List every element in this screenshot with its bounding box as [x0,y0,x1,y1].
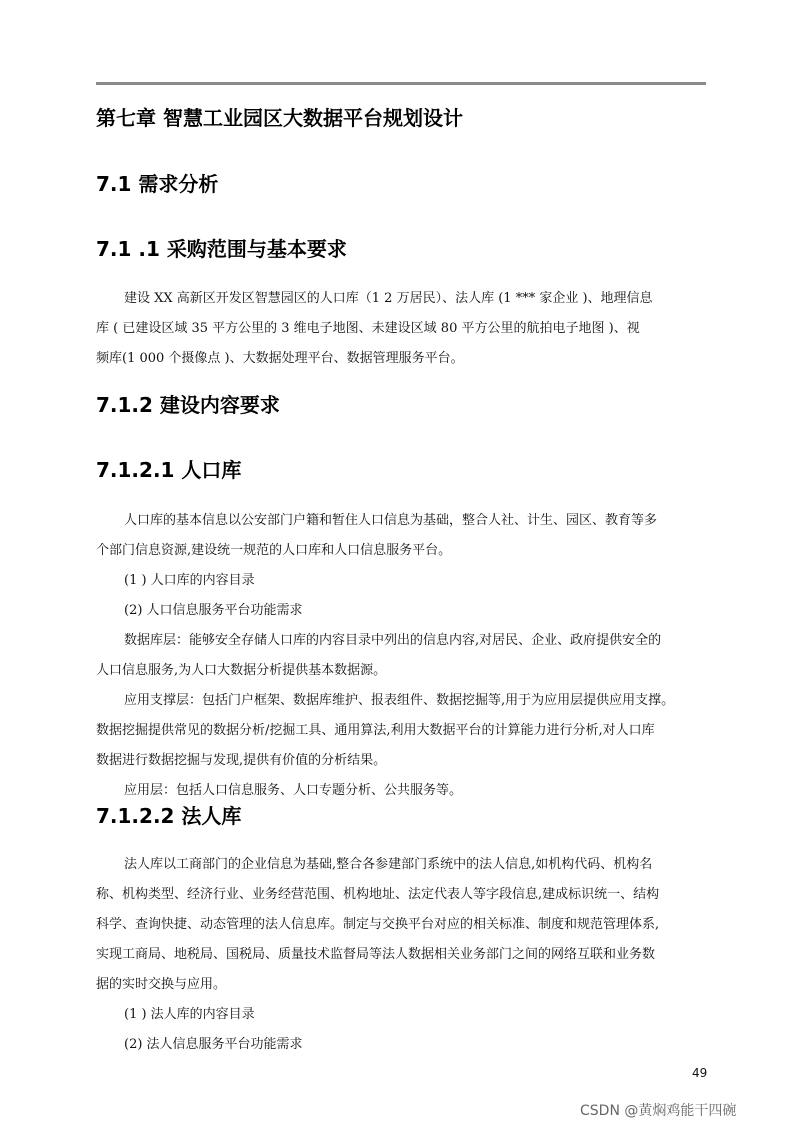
section-heading-7-1-2: 7.1.2 建设内容要求 [96,393,280,417]
paragraph-population-db [96,506,708,806]
text-line: 称、机构类型、经济行业、业务经营范围、机构地址、法定代表人等字段信息,建成标识统一、结构 [96,887,660,902]
text-line: 个部门信息资源,建设统一规范的人口库和人口信息服务平台。 [96,543,452,558]
text-line: 人口库的基本信息以公安部门户籍和暂住人口信息为基础，整合人社、计生、园区、教育等多 [124,513,658,528]
list-item: (1 ) 人口库的内容目录 [124,573,255,588]
text-line: 频库(1 000 个摄像点 )、大数据处理平台、数据管理服务平台。 [96,351,464,366]
text-line: 实现工商局、地税局、国税局、质量技术监督局等法人数据相关业务部门之间的网络互联和业务数 [96,947,656,962]
list-item: (2) 人口信息服务平台功能需求 [124,603,303,618]
list-item: (1 ) 法人库的内容目录 [124,1007,255,1022]
section-heading-7-1: 7.1 需求分析 [96,172,219,196]
text-line: 库 ( 已建设区域 35 平方公里的 3 维电子地图、未建设区域 80 平方公里的航拍电子地图 )、视 [96,321,640,336]
chapter-title: 第七章 智慧工业园区大数据平台规划设计 [96,106,463,130]
text-line: 法人库以工商部门的企业信息为基础,整合各参建部门系统中的法人信息,如机构代码、机构名 [124,857,653,872]
text-line: 数据进行数据挖掘与发现,提供有价值的分析结果。 [96,753,387,768]
paragraph-procurement-scope [96,284,708,374]
text-line: 数据挖掘提供常见的数据分析/挖掘工具、通用算法,利用大数据平台的计算能力进行分析,对人口库 [96,723,655,738]
section-heading-7-1-1: 7.1 .1 采购范围与基本要求 [96,237,347,261]
header-rule [96,82,706,85]
text-line: 建设 XX 高新区开发区智慧园区的人口库（1 2 万居民）、法人库 (1 *** 家企业 )、地理信息 [124,291,653,306]
text-line: 人口信息服务,为人口大数据分析提供基本数据源。 [96,663,387,678]
text-line: 据的实时交换与应用。 [96,977,227,992]
watermark: CSDN @黄焖鸡能干四碗 [580,1103,737,1119]
section-heading-7-1-2-2: 7.1.2.2 法人库 [96,804,242,828]
page-number: 49 [692,1066,708,1080]
text-line: 科学、查询快捷、动态管理的法人信息库。制定与交换平台对应的相关标准、制度和规范管理体系, [96,917,660,932]
text-line: 数据库层：能够安全存储人口库的内容目录中列出的信息内容,对居民、企业、政府提供安全的 [124,633,662,648]
text-line: 应用层：包括人口信息服务、人口专题分析、公共服务等。 [124,783,463,798]
paragraph-legal-entity-db [96,850,708,1060]
text-line: 应用支撑层：包括门户框架、数据库维护、报表组件、数据挖掘等,用于为应用层提供应用支撑。 [124,693,675,708]
list-item: (2) 法人信息服务平台功能需求 [124,1037,303,1052]
section-heading-7-1-2-1: 7.1.2.1 人口库 [96,458,242,482]
